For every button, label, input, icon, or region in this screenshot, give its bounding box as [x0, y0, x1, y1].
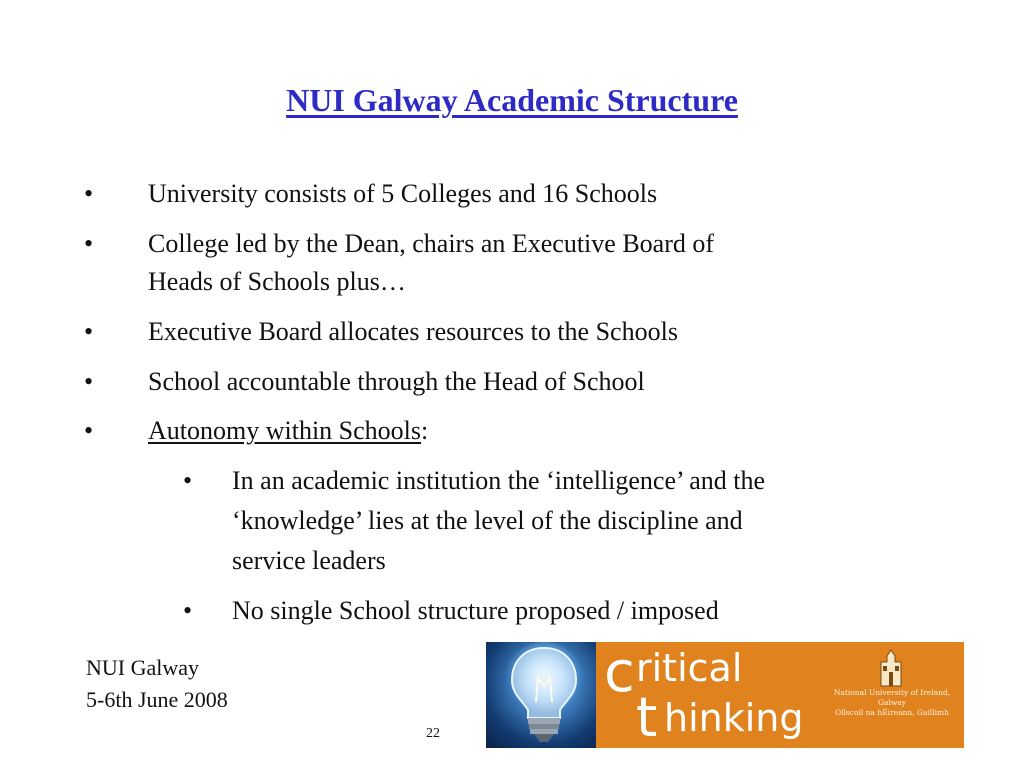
bullet-item-underlined: Autonomy within Schools [148, 416, 422, 445]
critical-thinking-banner [486, 642, 964, 748]
university-name [826, 688, 958, 718]
lightbulb-image [486, 642, 596, 748]
bullet-marker: • [84, 416, 94, 445]
footer-date: 5-6th June 2008 [86, 687, 228, 712]
wordmark-c: c [604, 642, 635, 705]
slide-title: NUI Galway Academic Structure [286, 82, 738, 118]
sub-bullet-item: In an academic institution the ‘intelligence’ and the [232, 466, 766, 495]
bullet-item: College led by the Dean, chairs an Executive Board of [148, 229, 715, 258]
sub-bullet-item-continuation: ‘knowledge’ lies at the level of the discipline and [232, 506, 743, 535]
wordmark-ritical: ritical [636, 646, 743, 690]
university-name-line1: National University of Ireland, Galway [833, 688, 951, 707]
university-crest-icon [874, 648, 908, 688]
bullet-item: University consists of 5 Colleges and 16 Schools [148, 179, 658, 208]
wordmark-hinking: hinking [664, 696, 804, 740]
bullet-item [148, 413, 428, 448]
bullet-item: Executive Board allocates resources to the Schools [148, 317, 678, 346]
footer-org: NUI Galway [86, 655, 200, 680]
sub-bullet-marker: • [183, 466, 193, 495]
bullet-item-suffix: : [421, 416, 429, 445]
wordmark-t: t [636, 686, 658, 748]
bullet-item-continuation: Heads of Schools plus… [148, 267, 406, 296]
sub-bullet-item-continuation: service leaders [232, 546, 386, 575]
page-number: 22 [426, 726, 440, 741]
bullet-marker: • [84, 229, 94, 258]
footer-info [86, 652, 228, 716]
lightbulb-icon [486, 642, 596, 748]
university-name-line2: Ollscoil na hÉireann, Gaillimh [834, 708, 949, 717]
sub-bullet-marker: • [183, 596, 193, 625]
bullet-marker: • [84, 179, 94, 208]
sub-bullet-item: No single School structure proposed / imposed [232, 596, 719, 625]
bullet-item: School accountable through the Head of School [148, 367, 645, 396]
bullet-marker: • [84, 367, 94, 396]
bullet-marker: • [84, 317, 94, 346]
